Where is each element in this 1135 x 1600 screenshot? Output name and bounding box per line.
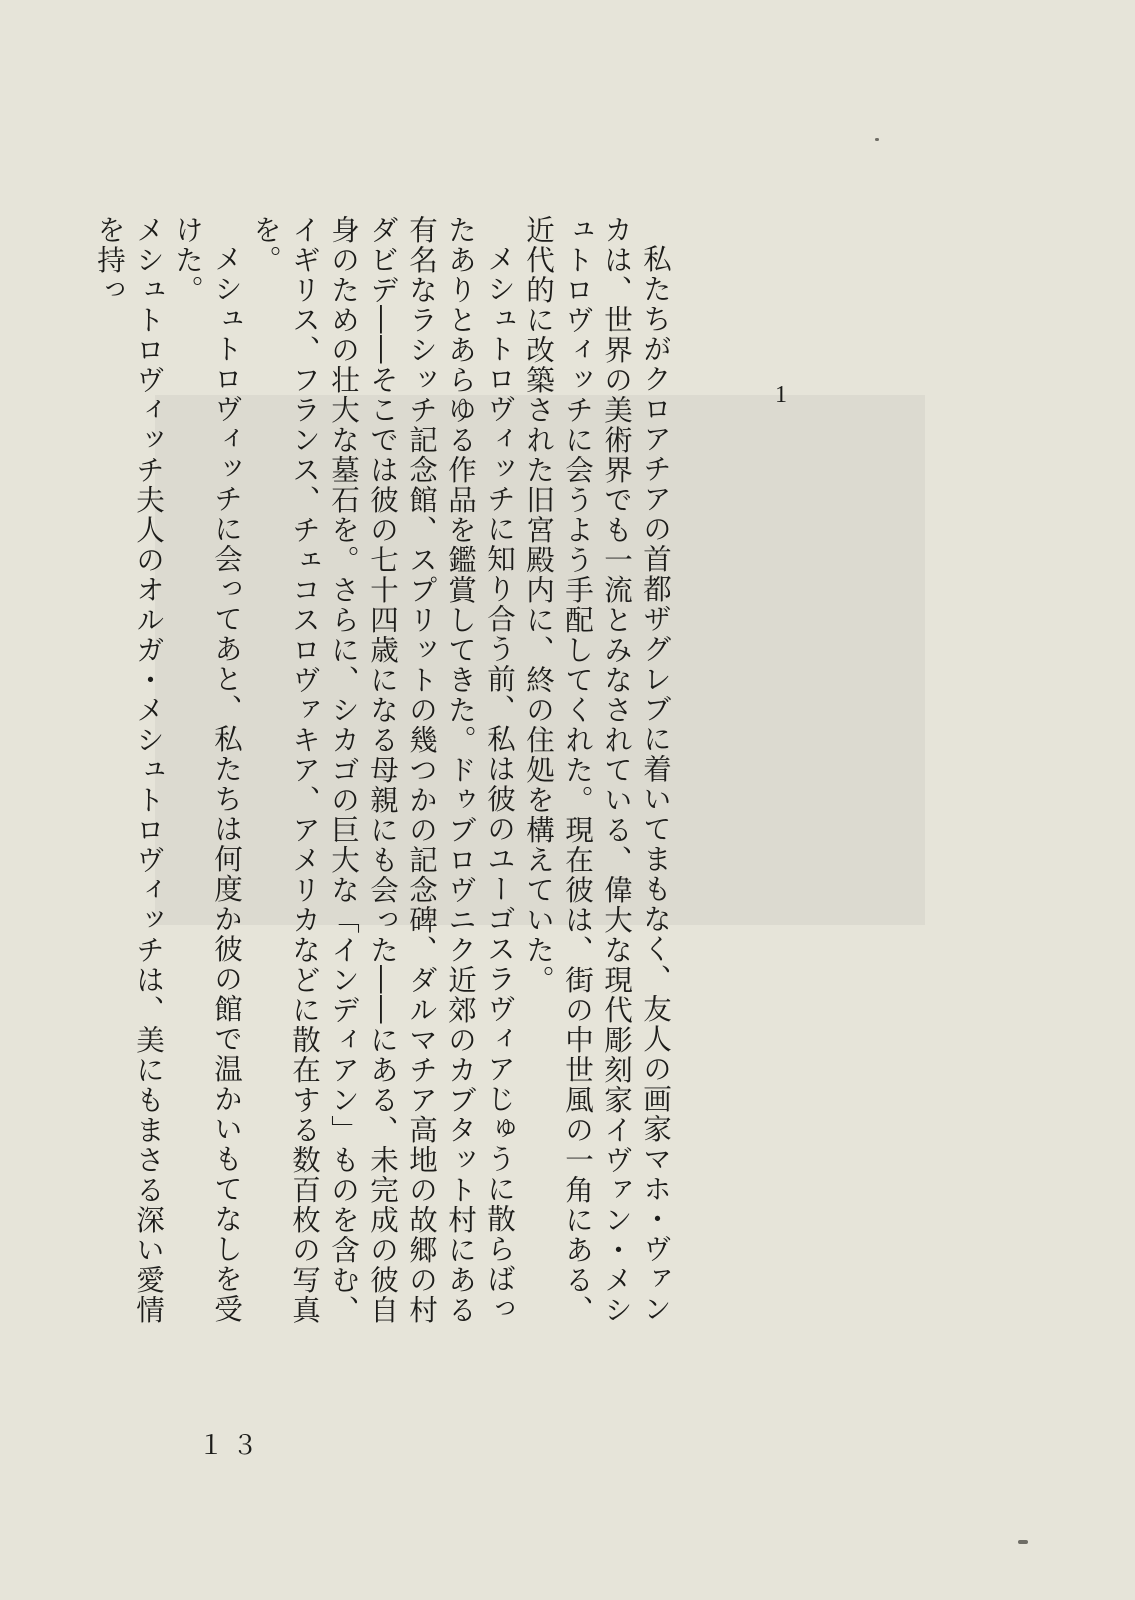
section-number: 1	[775, 382, 787, 408]
body-text	[93, 215, 675, 1330]
paragraph: メシュトロヴィッチ夫人のオルガ・メシュトロヴィッチは、美にもまさる深い愛情を持っ	[93, 215, 165, 1325]
paragraph: 私たちがクロアチアの首都ザグレブに着いてまもなく、友人の画家マホ・ヴァンカは、世界の美術界でも一流とみなされている、偉大な現代彫刻家イヴァン・メシュトロヴィッチに会うよう手配してくれた。現在彼は、街の中世風の一角にある、近代的に改築された旧宮殿内に、終の住処を構えていた。	[522, 215, 672, 1325]
paragraph: メシュトロヴィッチに会ってあと、私たちは何度か彼の館で温かいもてなしを受けた。	[171, 215, 243, 1324]
paragraph: メシュトロヴィッチに知り合う前、私は彼のユーゴスラヴィアじゅうに散らばったありとあらゆる作品を鑑賞してきた。ドゥブロヴニク近郊のカブタット村にある有名なラシッチ記念館、スプリットの幾つかの記念碑、ダルマチア高地の故郷の村ダビデ――そこでは彼の七十四歳になる母親にも会った――にある、未完成の彼自身のための壮大な墓石を。さらに、シカゴの巨大な「インディアン」ものを含む、イギリス、フランス、チェコスロヴァキア、アメリカなどに散在する数百枚の写真を。	[249, 215, 516, 1325]
paper-speck	[1018, 1540, 1028, 1544]
paper-speck	[875, 138, 879, 141]
page-number: １３	[198, 1431, 267, 1460]
